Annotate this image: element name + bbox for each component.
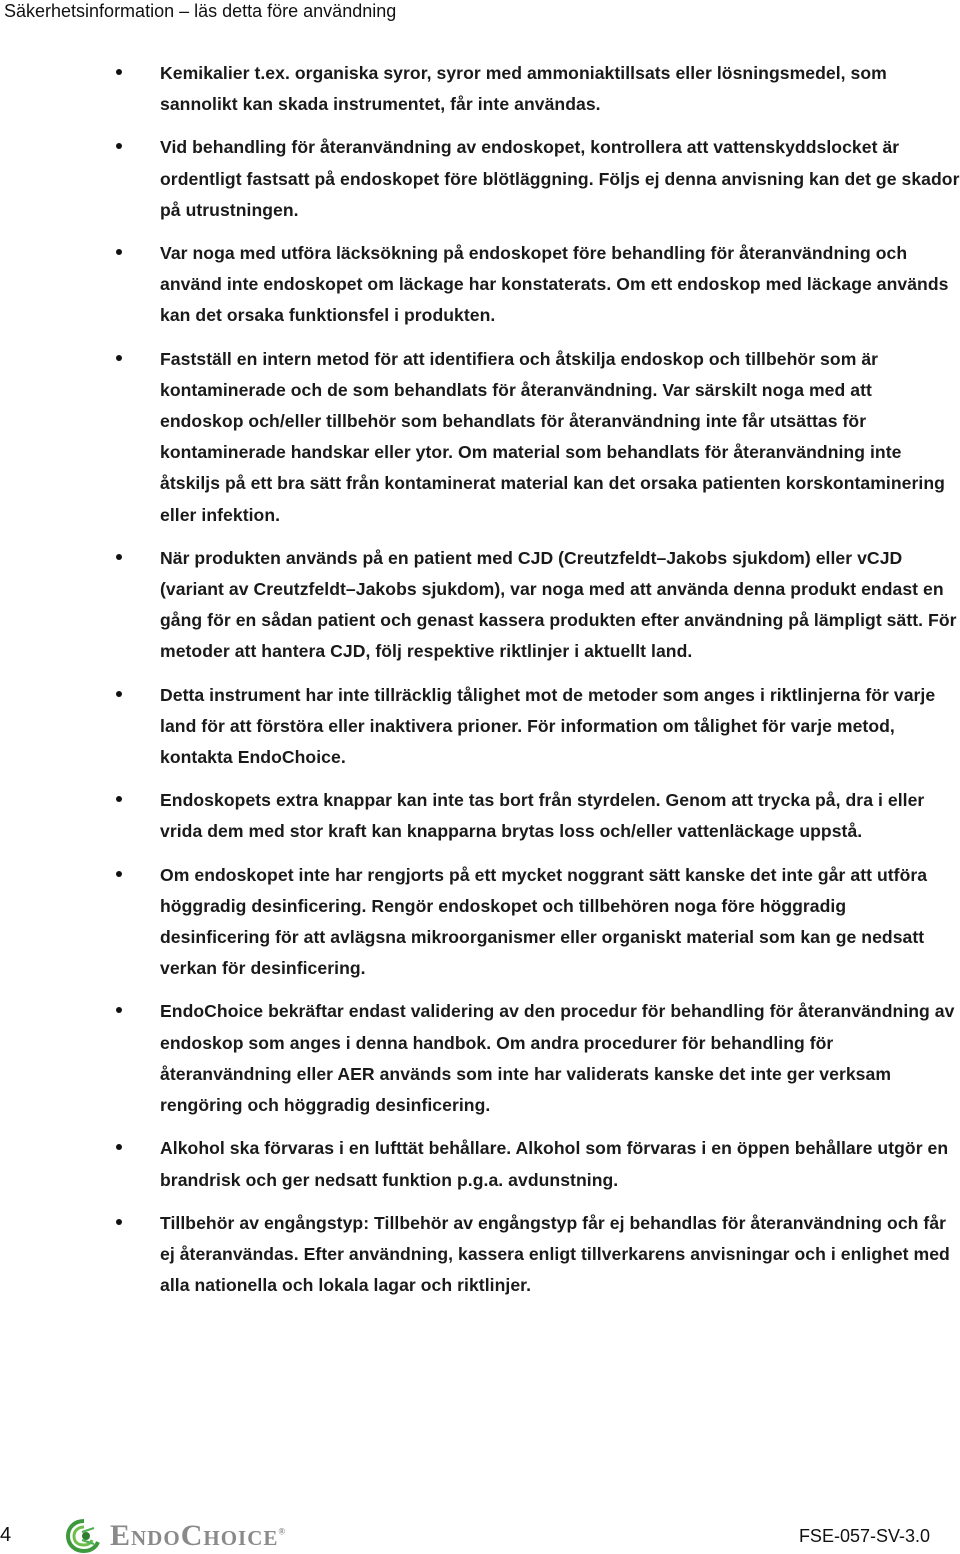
bullet-icon xyxy=(116,1007,122,1013)
bullet-icon xyxy=(116,143,122,149)
bullet-icon xyxy=(116,554,122,560)
list-item-text: När produkten används på en patient med CJD (Creutzfeldt–Jakobs sjukdom) eller vCJD (variant av Creutzfeldt–Jakobs sjukdom), var noga med att använda denna produkt endast en gång för en sådan patient och genast kassera produkten efter användning på lämpligt sätt. För metoder att hantera CJD, följ respektive riktlinjer i aktuellt land. xyxy=(160,547,957,662)
bullet-icon xyxy=(116,355,122,361)
list-item-text: Alkohol ska förvaras i en lufttät behållare. Alkohol som förvaras i en öppen behållare utgör en brandrisk och ger nedsatt funktion p.g.a. avdunstning. xyxy=(160,1138,949,1190)
list-item xyxy=(0,785,960,847)
document-id: FSE-057-SV-3.0 xyxy=(798,1526,930,1546)
list-item-text: Var noga med utföra läcksökning på endoskopet före behandling för återanvändning och använd inte endoskopet om läckage har konstaterats. Om ett endoskop med läckage används kan det orsaka funktionsfel i produkten. xyxy=(160,243,949,326)
list-item xyxy=(0,132,960,226)
list-item xyxy=(0,1133,960,1195)
warning-list xyxy=(0,58,960,1313)
list-item-text: Tillbehör av engångstyp: Tillbehör av engångstyp får ej behandlas för återanvändning och får ej återanvändas. Efter användning, kassera enligt tillverkarens anvisningar och i enlighet med alla nationella och lokala lagar och riktlinjer. xyxy=(160,1212,950,1296)
bullet-icon xyxy=(116,1219,122,1225)
list-item-text: Endoskopets extra knappar kan inte tas bort från styrdelen. Genom att trycka på, dra i eller vrida dem med stor kraft kan knapparna brytas loss och/eller vattenläckage uppstå. xyxy=(160,790,925,842)
bullet-icon xyxy=(116,69,122,75)
list-item xyxy=(0,680,960,774)
list-item xyxy=(0,1208,960,1302)
list-item-text: Kemikalier t.ex. organiska syror, syror med ammoniaktillsats eller lösningsmedel, som sannolikt kan skada instrumentet, får inte användas. xyxy=(160,63,887,115)
list-item-text: Om endoskopet inte har rengjorts på ett mycket noggrant sätt kanske det inte går att utföra höggradig desinficering. Rengör endoskopet och tillbehören noga före höggradig desinficering för att avlägsna mikroorganismer eller organiskt material som kan ge nedsatt verkan för desinficering. xyxy=(160,864,928,979)
logo-text: ENDOCHOICE® xyxy=(110,1519,287,1552)
bullet-icon xyxy=(116,691,122,697)
list-item-text: Fastställ en intern metod för att identifiera och åtskilja endoskop och tillbehör som är kontaminerade och de som behandlats för återanvändning. Var särskilt noga med att endoskop och/eller tillbehör som behandlats för återanvändning inte får utsättas för kontaminerade handskar eller ytor. Om material som behandlats för återanvändning inte åtskiljs på ett bra sätt från kontaminerat material kan det orsaka patienten korskontaminering eller infektion. xyxy=(160,348,945,525)
bullet-icon xyxy=(116,249,122,255)
list-item-text: EndoChoice bekräftar endast validering av den procedur för behandling för återanvändning av endoskop som anges i denna handbok. Om andra procedurer för behandling för återanvändning eller AER används som inte har validerats kanske det inte ger verksam rengöring och höggradig desinficering. xyxy=(160,1001,955,1116)
list-item xyxy=(0,860,960,985)
list-item xyxy=(0,996,960,1121)
page-number: 4 xyxy=(0,1524,12,1546)
page-header: Säkerhetsinformation – läs detta före användning xyxy=(4,1,397,21)
list-item xyxy=(0,238,960,332)
endochoice-logo xyxy=(64,1518,286,1554)
bullet-icon xyxy=(116,1144,122,1150)
list-item-text: Detta instrument har inte tillräcklig tålighet mot de metoder som anges i riktlinjerna för varje land för att förstöra eller inaktivera prioner. För information om tålighet för varje metod, kontakta EndoChoice. xyxy=(160,684,936,768)
bullet-icon xyxy=(116,796,122,802)
list-item xyxy=(0,543,960,668)
endochoice-logo-icon xyxy=(64,1518,104,1554)
list-item-text: Vid behandling för återanvändning av endoskopet, kontrollera att vattenskyddslocket är ordentligt fastsatt på endoskopet före blötläggning. Följs ej denna anvisning kan det ge skador på utrustningen. xyxy=(160,137,960,220)
list-item xyxy=(0,58,960,120)
bullet-icon xyxy=(116,871,122,877)
list-item xyxy=(0,344,960,531)
